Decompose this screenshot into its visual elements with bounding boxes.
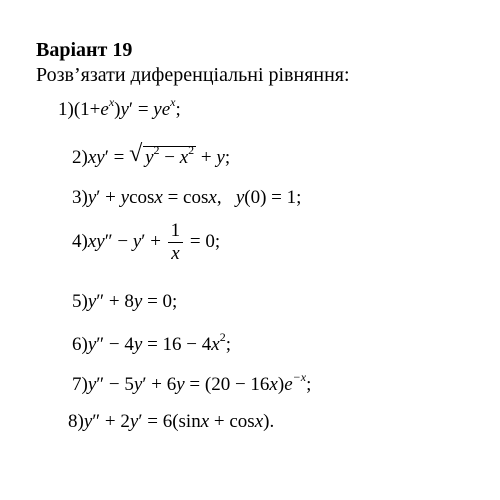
equation-7: $7)y'' - 5y' + 6y = (20 - 16x)e^{-x}$; (72, 369, 312, 395)
variant-title: Варіант 19 (36, 39, 133, 61)
equation-6: $6)y'' - 4y = 16 - 4x^2$; (72, 329, 231, 355)
equation-number: 8) (68, 411, 84, 432)
equation-3: 3)y′ + ycosx = cosx, y(0) = 1; (72, 187, 302, 208)
equation-5: 5)y″ + 8y = 0; (72, 291, 178, 312)
task-instruction: Розв’язати диференціальні рівняння: (36, 64, 350, 86)
equation-number: 2) (72, 147, 88, 168)
fraction: $\frac{1}{x}$ (168, 220, 184, 265)
equation-number: 1) (58, 99, 74, 120)
equation-number: 4) (72, 230, 88, 252)
equation-8: 8)y″ + 2y′ = 6(sinx + cosx). (68, 411, 275, 432)
square-root: √ $y^2 - x^2$ (129, 141, 195, 168)
equation-number: 6) (72, 334, 88, 355)
equation-number: 5) (72, 291, 88, 312)
equation-number: 3) (72, 187, 88, 208)
equation-4: 4)xy″ − y′ + $\frac{1}{x}$ = 0; (72, 220, 221, 264)
equation-1: $1)(1+e^x)y' = ye^x$; (58, 94, 181, 120)
equation-number: 7) (72, 374, 88, 395)
equation-2: 2)xy′ = √ $y^2 - x^2 + y$; (72, 141, 231, 168)
